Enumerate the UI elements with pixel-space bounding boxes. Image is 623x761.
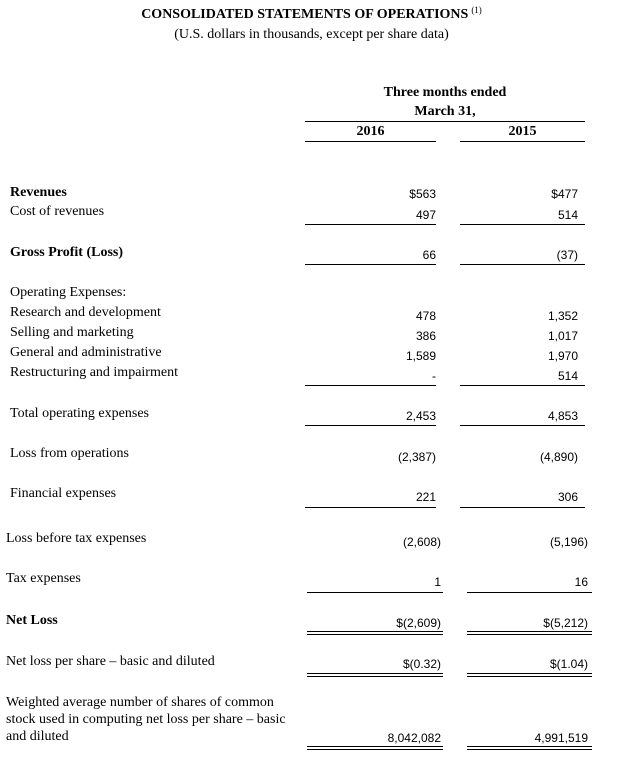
general-2016: 1,589 [405,349,436,363]
cost-of-revenues-2016: 497 [415,208,436,222]
weighted-shares-2016: 8,042,082 [387,731,441,745]
tax-rule-2015 [467,592,592,593]
statement-subtitle: (U.S. dollars in thousands, except per share data) [174,27,449,42]
statement-title: CONSOLIDATED STATEMENTS OF OPERATIONS $^{(1)}$ [141,5,482,22]
row-label-research: Research and development [10,305,161,320]
subtotal-rule-2016 [305,224,436,225]
weighted-shares-2015: 4,991,519 [534,731,588,745]
title-footnote-marker: (1) [471,5,482,15]
row-label-restructuring: Restructuring and impairment [10,365,178,380]
total-opex-2015: 4,853 [547,409,578,423]
weighted-double-rule-2015 [467,746,592,750]
opex-rule-2015 [460,385,585,386]
net-loss-double-rule-2015 [467,631,592,635]
total-opex-rule-2016 [305,425,436,426]
gross-rule-2015 [460,264,585,265]
row-label-tax: Tax expenses [6,571,81,586]
tax-2016: 1 [434,575,441,589]
row-label-financial: Financial expenses [10,486,117,501]
row-label-cost-of-revenues: Cost of revenues [10,204,105,219]
row-label-loss-before-tax: Loss before tax expenses [6,531,147,546]
gross-rule-2016 [305,264,436,265]
loss-before-tax-2016: (2,608) [402,535,441,549]
period-rule [305,121,585,122]
row-label-operating-expenses: Operating Expenses: [10,285,127,300]
eps-double-rule-2015 [467,673,592,677]
tax-2015: 16 [574,575,588,589]
row-label-eps: Net loss per share – basic and diluted [6,654,215,669]
net-loss-2015: $(5,212) [543,616,588,630]
tax-rule-2016 [307,592,443,593]
eps-2016: $(0.32) [402,657,441,671]
row-label-gross-profit: Gross Profit (Loss) [10,245,124,260]
column-rule-2015 [460,141,585,142]
loss-ops-2015: (4,890) [539,450,578,464]
eps-2015: $(1.04) [549,657,588,671]
subtotal-rule-2015 [460,224,585,225]
eps-double-rule-2016 [307,673,443,677]
loss-ops-2016: (2,387) [397,450,436,464]
net-loss-2016: $(2,609) [396,616,441,630]
weighted-double-rule-2016 [307,746,443,750]
financial-2016: 221 [415,490,436,504]
financial-2015: 306 [557,490,578,504]
research-2016: 478 [415,309,436,323]
row-label-weighted-shares: Weighted average number of shares of common stock used in computing net loss per share – basic and diluted [6,695,286,744]
opex-rule-2016 [305,385,436,386]
period-date-heading: March 31, [414,104,476,119]
restructuring-2016: - [432,369,436,383]
row-label-selling: Selling and marketing [10,325,134,340]
revenues-2016: $563 [409,187,436,201]
general-2015: 1,970 [547,349,578,363]
row-label-revenues: Revenues [10,185,67,200]
total-opex-2016: 2,453 [405,409,436,423]
column-header-2015: 2015 [508,124,537,139]
row-label-net-loss: Net Loss [6,613,58,628]
research-2015: 1,352 [547,309,578,323]
net-loss-double-rule-2016 [307,631,443,635]
selling-2016: 386 [415,329,436,343]
loss-before-tax-2015: (5,196) [549,535,588,549]
gross-profit-2015: (37) [556,248,578,262]
row-label-general: General and administrative [10,345,162,360]
column-header-2016: 2016 [356,124,385,139]
gross-profit-2016: 66 [422,248,436,262]
column-rule-2016 [305,141,436,142]
selling-2015: 1,017 [547,329,578,343]
financial-rule-2015 [460,507,585,508]
period-heading: Three months ended [383,85,507,100]
cost-of-revenues-2015: 514 [557,208,578,222]
revenues-2015: $477 [551,187,578,201]
row-label-total-opex: Total operating expenses [10,406,149,421]
row-label-loss-ops: Loss from operations [10,446,129,461]
financial-rule-2016 [305,507,436,508]
restructuring-2015: 514 [557,369,578,383]
total-opex-rule-2015 [460,425,585,426]
